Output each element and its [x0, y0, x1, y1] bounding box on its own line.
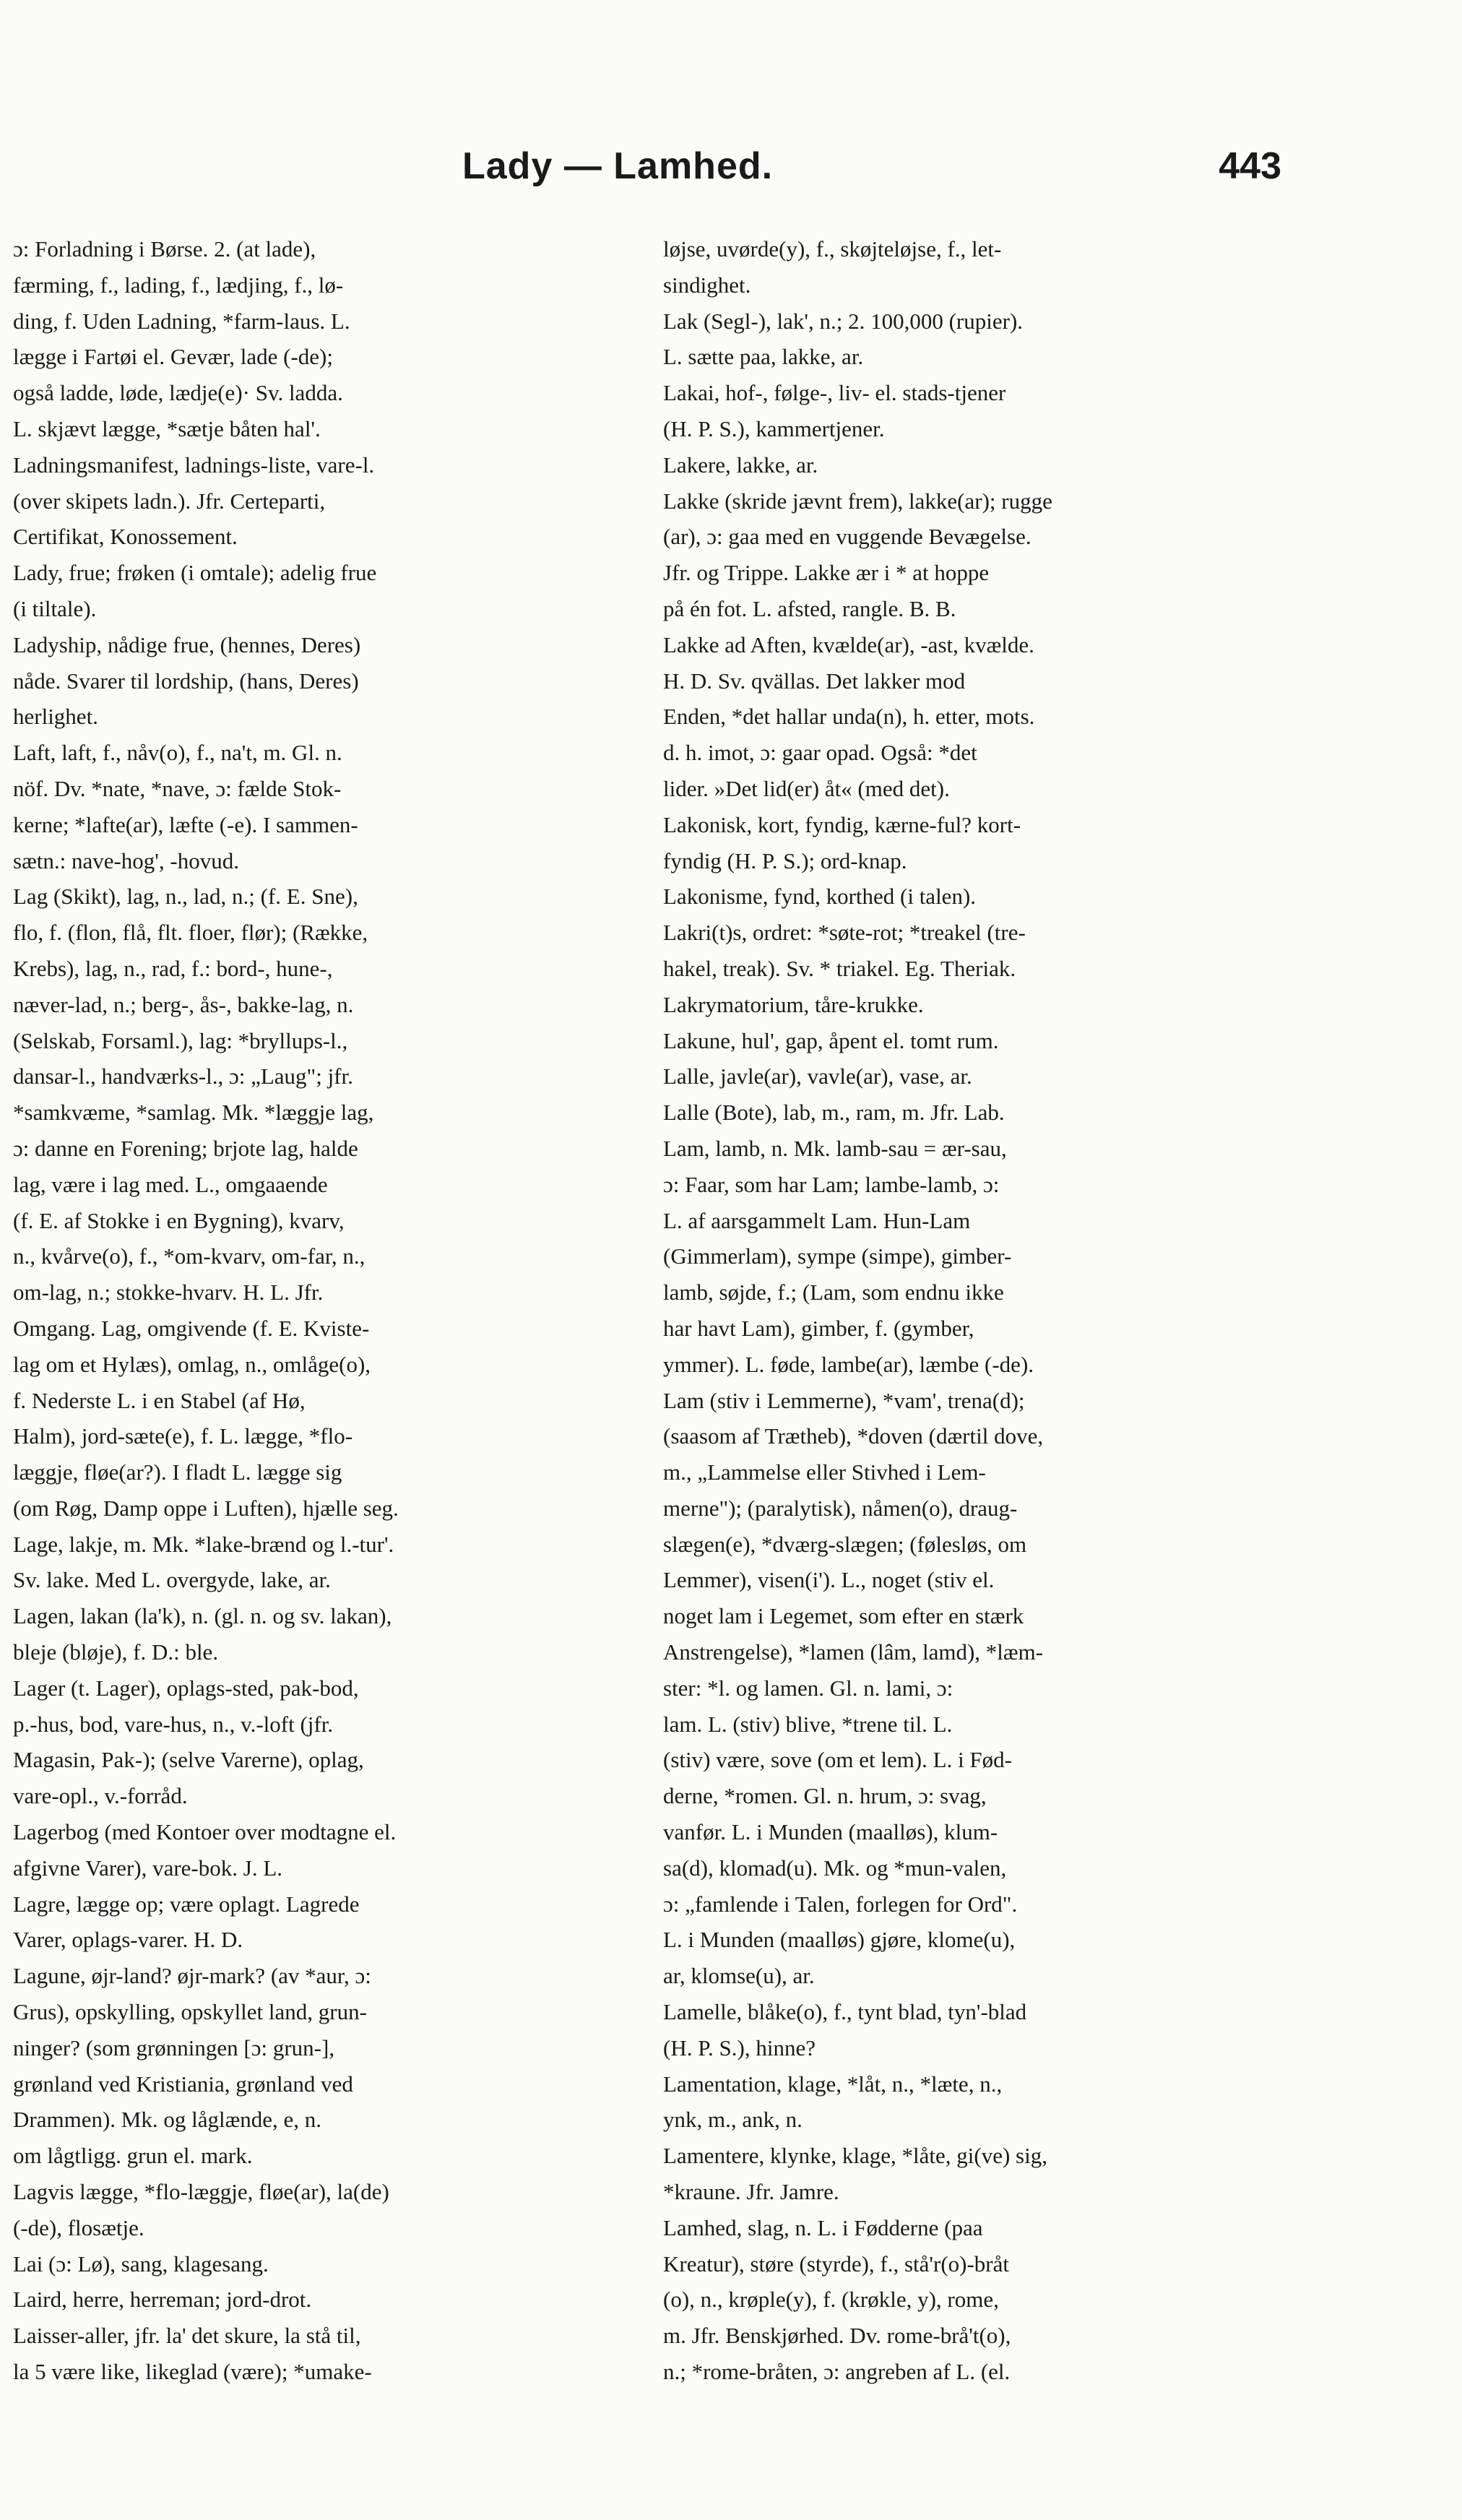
text-line: sindighet.: [663, 272, 751, 298]
text-line: Lak (Segl-), lak', n.; 2. 100,000 (rupier).: [663, 308, 1024, 334]
text-line: læggje, fløe(ar?). I fladt L. lægge sig: [13, 1459, 342, 1485]
text-line: Lalle, javle(ar), vavle(ar), vase, ar.: [663, 1063, 972, 1089]
text-line: Enden, *det hallar unda(n), h. etter, mots.: [663, 704, 1035, 730]
text-line: Certifikat, Konossement.: [13, 524, 238, 550]
text-line: Lakune, hul', gap, åpent el. tomt rum.: [663, 1027, 999, 1053]
text-line: vare-opl., v.-forråd.: [13, 1783, 188, 1809]
text-line: lag om et Hylæs), omlag, n., omlåge(o),: [13, 1351, 371, 1377]
text-line: ar, klomse(u), ar.: [663, 1963, 815, 1989]
text-line: L. af aarsgammelt Lam. Hun-Lam: [663, 1207, 971, 1233]
text-line: løjse, uvørde(y), f., skøjteløjse, f., let-: [663, 236, 1002, 262]
text-line: Ladyship, nådige frue, (hennes, Deres): [13, 631, 361, 657]
text-line: Lamelle, blåke(o), f., tynt blad, tyn'-blad: [663, 1999, 1027, 2025]
text-line: slægen(e), *dværg-slægen; (følesløs, om: [663, 1531, 1027, 1557]
text-line: *samkvæme, *samlag. Mk. *læggje lag,: [13, 1100, 374, 1126]
text-line: nöf. Dv. *nate, *nave, ɔ: fælde Stok-: [13, 775, 342, 801]
text-line: m. Jfr. Benskjørhed. Dv. rome-brå't(o),: [663, 2323, 1011, 2349]
text-line: næver-lad, n.; berg-, ås-, bakke-lag, n.: [13, 991, 354, 1017]
text-line: vanfør. L. i Munden (maalløs), klum-: [663, 1819, 998, 1845]
text-line: d. h. imot, ɔ: gaar opad. Også: *det: [663, 740, 977, 766]
text-line: L. skjævt lægge, *sætje båten hal'.: [13, 415, 321, 441]
page-header: [0, 144, 1462, 202]
text-line: lamb, søjde, f.; (Lam, som endnu ikke: [663, 1280, 1004, 1306]
text-line: Lagre, lægge op; være oplagt. Lagrede: [13, 1891, 360, 1917]
right-column: [663, 231, 1277, 2507]
text-line: m., „Lammelse eller Stivhed i Lem-: [663, 1459, 986, 1485]
text-line: merne"); (paralytisk), nåmen(o), draug-: [663, 1495, 1018, 1521]
text-line: om lågtligg. grun el. mark.: [13, 2143, 253, 2169]
text-line: Kreatur), støre (styrde), f., stå'r(o)-bråt: [663, 2251, 1009, 2277]
text-line: *kraune. Jfr. Jamre.: [663, 2179, 839, 2205]
text-line: Anstrengelse), *lamen (lâm, lamd), *læm-: [663, 1639, 1044, 1665]
text-line: Lakonisk, kort, fyndig, kærne-ful? kort-: [663, 811, 1021, 837]
text-line: lægge i Fartøi el. Gevær, lade (-de);: [13, 344, 333, 370]
text-line: (stiv) være, sove (om et lem). L. i Fød-: [663, 1747, 1012, 1773]
text-line: Magasin, Pak-); (selve Varerne), oplag,: [13, 1747, 364, 1773]
text-line: dansar-l., handværks-l., ɔ: „Laug"; jfr.: [13, 1063, 353, 1089]
text-line: (over skipets ladn.). Jfr. Certeparti,: [13, 488, 326, 514]
text-line: Lager (t. Lager), oplags-sted, pak-bod,: [13, 1675, 359, 1701]
text-line: ɔ: danne en Forening; brjote lag, halde: [13, 1135, 358, 1161]
text-line: nåde. Svarer til lordship, (hans, Deres): [13, 668, 359, 694]
text-line: Lakke ad Aften, kvælde(ar), -ast, kvælde.: [663, 631, 1034, 657]
text-line: Lagerbog (med Kontoer over modtagne el.: [13, 1819, 397, 1845]
text-line: (i tiltale).: [13, 595, 97, 621]
text-line: Laft, laft, f., nåv(o), f., na't, m. Gl. n.: [13, 740, 342, 766]
text-line: Lady, frue; frøken (i omtale); adelig frue: [13, 560, 377, 586]
text-line: Lamhed, slag, n. L. i Fødderne (paa: [663, 2214, 983, 2240]
text-line: ɔ: Forladning i Børse. 2. (at lade),: [13, 236, 316, 262]
text-line: Lai (ɔ: Lø), sang, klagesang.: [13, 2251, 269, 2277]
text-line: (ar), ɔ: gaa med en vuggende Bevægelse.: [663, 524, 1031, 550]
text-line: Ladningsmanifest, ladnings-liste, vare-l.: [13, 452, 375, 478]
text-line: flo, f. (flon, flå, flt. floer, flør); (Række,: [13, 920, 368, 946]
text-line: Lakai, hof-, følge-, liv- el. stads-tjener: [663, 380, 1006, 406]
text-line: Omgang. Lag, omgivende (f. E. Kviste-: [13, 1315, 370, 1341]
text-line: (om Røg, Damp oppe i Luften), hjælle seg.: [13, 1495, 399, 1521]
text-line: L. i Munden (maalløs) gjøre, klome(u),: [663, 1927, 1016, 1953]
text-line: afgivne Varer), vare-bok. J. L.: [13, 1855, 282, 1881]
text-line: derne, *romen. Gl. n. hrum, ɔ: svag,: [663, 1783, 987, 1809]
text-line: Lagvis lægge, *flo-læggje, fløe(ar), la(de): [13, 2179, 389, 2205]
text-line: Grus), opskylling, opskyllet land, grun-: [13, 1999, 367, 2025]
text-line: Lamentere, klynke, klage, *låte, gi(ve) sig,: [663, 2143, 1047, 2169]
text-line: lam. L. (stiv) blive, *trene til. L.: [663, 1711, 953, 1737]
text-line: sa(d), klomad(u). Mk. og *mun-valen,: [663, 1855, 1007, 1881]
text-line: (-de), flosætje.: [13, 2214, 144, 2240]
text-line: herlighet.: [13, 704, 98, 730]
text-line: om-lag, n.; stokke-hvarv. H. L. Jfr.: [13, 1280, 324, 1306]
text-line: Lagen, lakan (la'k), n. (gl. n. og sv. lakan),: [13, 1603, 392, 1629]
text-line: Laird, herre, herreman; jord-drot.: [13, 2287, 312, 2313]
text-line: noget lam i Legemet, som efter en stærk: [663, 1603, 1024, 1629]
text-line: (H. P. S.), kammertjener.: [663, 415, 885, 441]
text-line: Lakonisme, fynd, korthed (i talen).: [663, 884, 977, 910]
text-line: Lam (stiv i Lemmerne), *vam', trena(d);: [663, 1387, 1025, 1413]
text-line: Lemmer), visen(i'). L., noget (stiv el.: [663, 1567, 995, 1593]
text-line: Lage, lakje, m. Mk. *lake-brænd og l.-tur'.: [13, 1531, 394, 1557]
text-line: færming, f., lading, f., lædjing, f., lø-: [13, 272, 344, 298]
text-line: kerne; *lafte(ar), læfte (-e). I sammen-: [13, 811, 358, 837]
text-line: ninger? (som grønningen [ɔ: grun-],: [13, 2034, 335, 2061]
text-line: p.-hus, bod, vare-hus, n., v.-loft (jfr.: [13, 1711, 334, 1737]
text-line: Laisser-aller, jfr. la' det skure, la stå til,: [13, 2323, 361, 2349]
text-line: Lag (Skikt), lag, n., lad, n.; (f. E. Sne),: [13, 884, 358, 910]
text-line: ster: *l. og lamen. Gl. n. lami, ɔ:: [663, 1675, 953, 1701]
text-line: H. D. Sv. qvällas. Det lakker mod: [663, 668, 966, 694]
text-line: Sv. lake. Med L. overgyde, lake, ar.: [13, 1567, 331, 1593]
text-line: Drammen). Mk. og låglænde, e, n.: [13, 2107, 322, 2133]
text-line: L. sætte paa, lakke, ar.: [663, 344, 864, 370]
text-line: lider. »Det lid(er) åt« (med det).: [663, 775, 950, 801]
text-line: (Gimmerlam), sympe (simpe), gimber-: [663, 1243, 1012, 1269]
text-line: også ladde, løde, lædje(e)· Sv. ladda.: [13, 380, 343, 406]
text-line: grønland ved Kristiania, grønland ved: [13, 2071, 353, 2097]
text-line: f. Nederste L. i en Stabel (af Hø,: [13, 1387, 306, 1413]
text-line: (o), n., krøple(y), f. (krøkle, y), rome,: [663, 2287, 999, 2313]
text-line: (saasom af Trætheb), *doven (dærtil dove,: [663, 1423, 1044, 1449]
text-line: Lam, lamb, n. Mk. lamb-sau = ær-sau,: [663, 1135, 1007, 1161]
text-line: lag, være i lag med. L., omgaaende: [13, 1171, 328, 1197]
text-line: fyndig (H. P. S.); ord-knap.: [663, 847, 907, 873]
text-line: Varer, oplags-varer. H. D.: [13, 1927, 243, 1953]
text-line: Krebs), lag, n., rad, f.: bord-, hune-,: [13, 955, 333, 981]
page-title: Lady — Lamhed.: [462, 145, 774, 187]
text-line: på én fot. L. afsted, rangle. B. B.: [663, 595, 956, 621]
text-line: Lakri(t)s, ordret: *søte-rot; *treakel (tre-: [663, 920, 1026, 946]
text-line: (H. P. S.), hinne?: [663, 2034, 816, 2061]
text-line: Lamentation, klage, *låt, n., *læte, n.,: [663, 2071, 1003, 2097]
left-column: [13, 231, 627, 2507]
text-line: Halm), jord-sæte(e), f. L. lægge, *flo-: [13, 1423, 353, 1449]
text-line: Lalle (Bote), lab, m., ram, m. Jfr. Lab.: [663, 1100, 1005, 1126]
text-line: bleje (bløje), f. D.: ble.: [13, 1639, 219, 1665]
text-line: sætn.: nave-hog', -hovud.: [13, 847, 239, 873]
text-line: ɔ: Faar, som har Lam; lambe-lamb, ɔ:: [663, 1171, 1000, 1197]
text-line: (f. E. af Stokke i en Bygning), kvarv,: [13, 1207, 345, 1233]
text-line: ɔ: „famlende i Talen, forlegen for Ord".: [663, 1891, 1018, 1917]
text-line: n., kvårve(o), f., *om-kvarv, om-far, n.,: [13, 1243, 366, 1269]
page-number: 443: [1219, 145, 1281, 187]
text-line: (Selskab, Forsaml.), lag: *bryllups-l.,: [13, 1027, 348, 1053]
text-line: Lakrymatorium, tåre-krukke.: [663, 991, 924, 1017]
text-line: Lakke (skride jævnt frem), lakke(ar); rugge: [663, 488, 1052, 514]
text-line: la 5 være like, likeglad (være); *umake-: [13, 2359, 372, 2385]
text-line: hakel, treak). Sv. * triakel. Eg. Theriak.: [663, 955, 1016, 981]
text-line: Lagune, øjr-land? øjr-mark? (av *aur, ɔ:: [13, 1963, 371, 1989]
text-line: n.; *rome-bråten, ɔ: angreben af L. (el.: [663, 2359, 1011, 2385]
text-line: Jfr. og Trippe. Lakke ær i * at hoppe: [663, 560, 990, 586]
text-line: har havt Lam), gimber, f. (gymber,: [663, 1315, 974, 1341]
text-line: Lakere, lakke, ar.: [663, 452, 818, 478]
text-line: ymmer). L. føde, lambe(ar), læmbe (-de).: [663, 1351, 1034, 1377]
text-line: ding, f. Uden Ladning, *farm-laus. L.: [13, 308, 350, 334]
text-line: ynk, m., ank, n.: [663, 2107, 803, 2133]
